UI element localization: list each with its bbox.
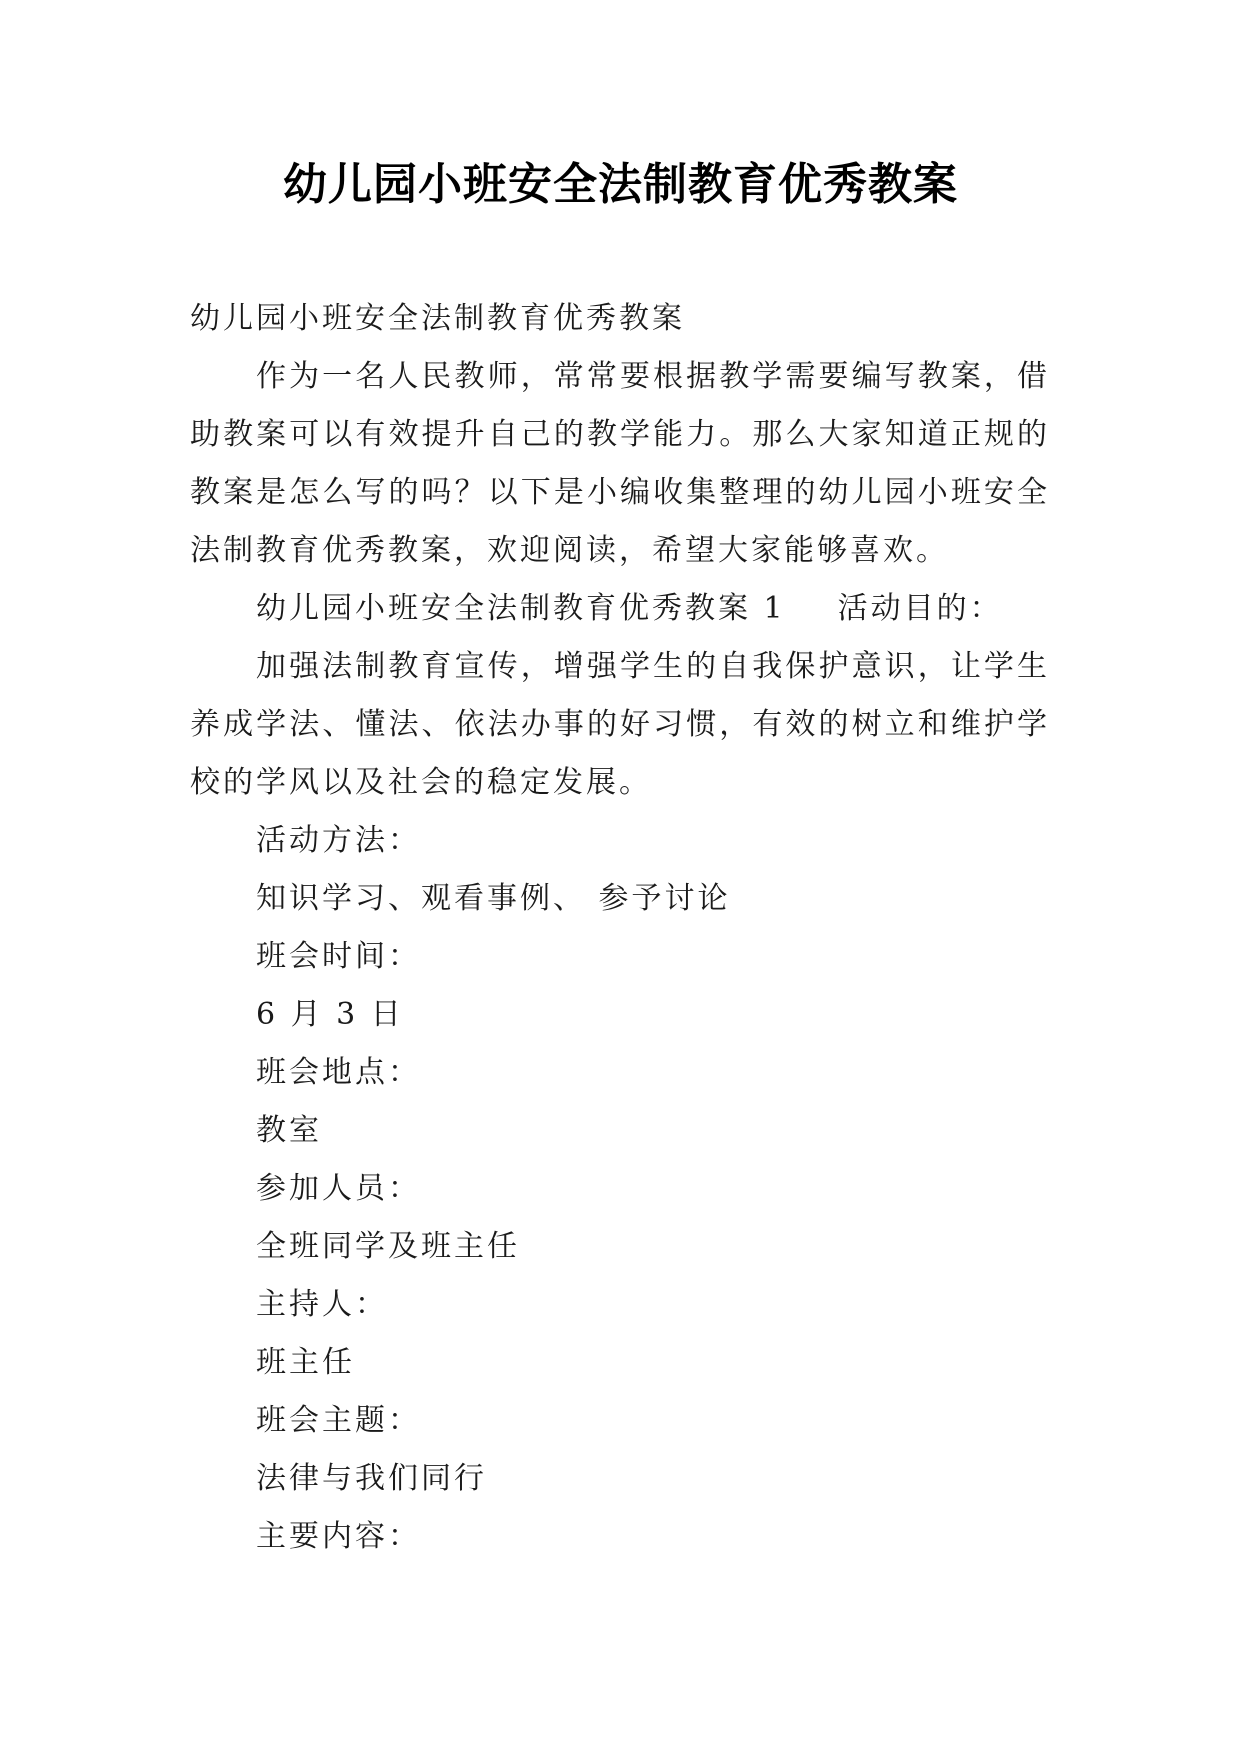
host-label: 主持人： [256,1287,388,1322]
document-title: 幼儿园小班安全法制教育优秀教案 [283,159,958,210]
place-label: 班会地点： [256,1055,421,1090]
time-label: 班会时间： [256,939,421,974]
participants-label: 参加人员： [256,1171,421,1206]
theme-label: 班会主题： [256,1403,421,1438]
host-text: 班主任 [256,1345,355,1380]
theme-text: 法律与我们同行 [256,1461,487,1496]
participants-text: 全班同学及班主任 [256,1229,520,1264]
goal-label: 活动目的： [837,591,1003,626]
section-heading: 幼儿园小班安全法制教育优秀教案 1 [256,591,786,626]
method-label: 活动方法： [256,823,421,858]
document-subtitle: 幼儿园小班安全法制教育优秀教案 [190,301,685,336]
intro-paragraph: 作为一名人民教师，常常要根据教学需要编写教案，借助教案可以有效提升自己的教学能力。那么大家知道正规的教案是怎么写的吗？以下是小编收集整理的幼儿园小班安全法制教育优秀教案，欢迎阅读，希望大家能够喜欢。 [190,359,1050,568]
section-heading-line [190,580,1050,638]
place-text: 教室 [256,1113,322,1148]
document-body [190,290,1050,1566]
time-text: 6 月 3 日 [256,997,404,1032]
content-label: 主要内容： [256,1519,421,1554]
method-text: 知识学习、观看事例、 参予讨论 [256,881,731,916]
goal-paragraph: 加强法制教育宣传，增强学生的自我保护意识，让学生养成学法、懂法、依法办事的好习惯，有效的树立和维护学校的学风以及社会的稳定发展。 [190,649,1050,800]
